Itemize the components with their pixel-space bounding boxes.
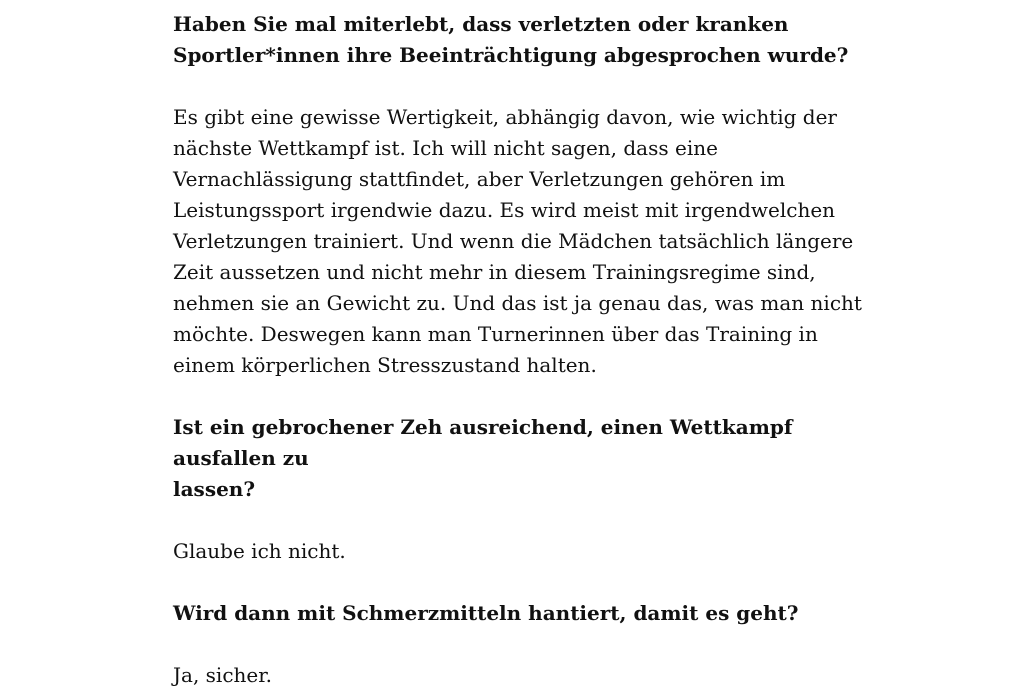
interview-answer <box>173 102 863 381</box>
text-line: Zeit aussetzen und nicht mehr in diesem Trainingsregime sind, <box>173 260 816 284</box>
text-line: möchte. Deswegen kann man Turnerinnen über das Training in <box>173 322 818 346</box>
interview-answer <box>173 660 863 691</box>
text-line: nächste Wettkampf ist. Ich will nicht sagen, dass eine <box>173 136 718 160</box>
text-line: nehmen sie an Gewicht zu. Und das ist ja genau das, was man nicht <box>173 291 862 315</box>
text-line: Wird dann mit Schmerzmitteln hantiert, damit es geht? <box>173 601 799 625</box>
text-line: lassen? <box>173 477 256 501</box>
interview-question <box>173 9 863 71</box>
text-line: Leistungssport irgendwie dazu. Es wird meist mit irgendwelchen <box>173 198 836 222</box>
text-line: Ist ein gebrochener Zeh ausreichend, einen Wettkampf ausfallen zu <box>173 415 793 470</box>
text-line: Haben Sie mal miterlebt, dass verletzten oder kranken <box>173 12 789 36</box>
interview-answer <box>173 536 863 567</box>
interview-question <box>173 412 863 505</box>
text-line: Vernachlässigung stattfindet, aber Verletzungen gehören im <box>173 167 786 191</box>
interview-question <box>173 598 863 629</box>
text-line: Sportler*innen ihre Beeinträchtigung abgesprochen wurde? <box>173 43 849 67</box>
text-line: Ja, sicher. <box>173 663 272 687</box>
text-line: Es gibt eine gewisse Wertigkeit, abhängig davon, wie wichtig der <box>173 105 837 129</box>
text-line: Glaube ich nicht. <box>173 539 346 563</box>
interview-article <box>173 9 863 700</box>
text-line: einem körperlichen Stresszustand halten. <box>173 353 597 377</box>
text-line: Verletzungen trainiert. Und wenn die Mädchen tatsächlich längere <box>173 229 854 253</box>
